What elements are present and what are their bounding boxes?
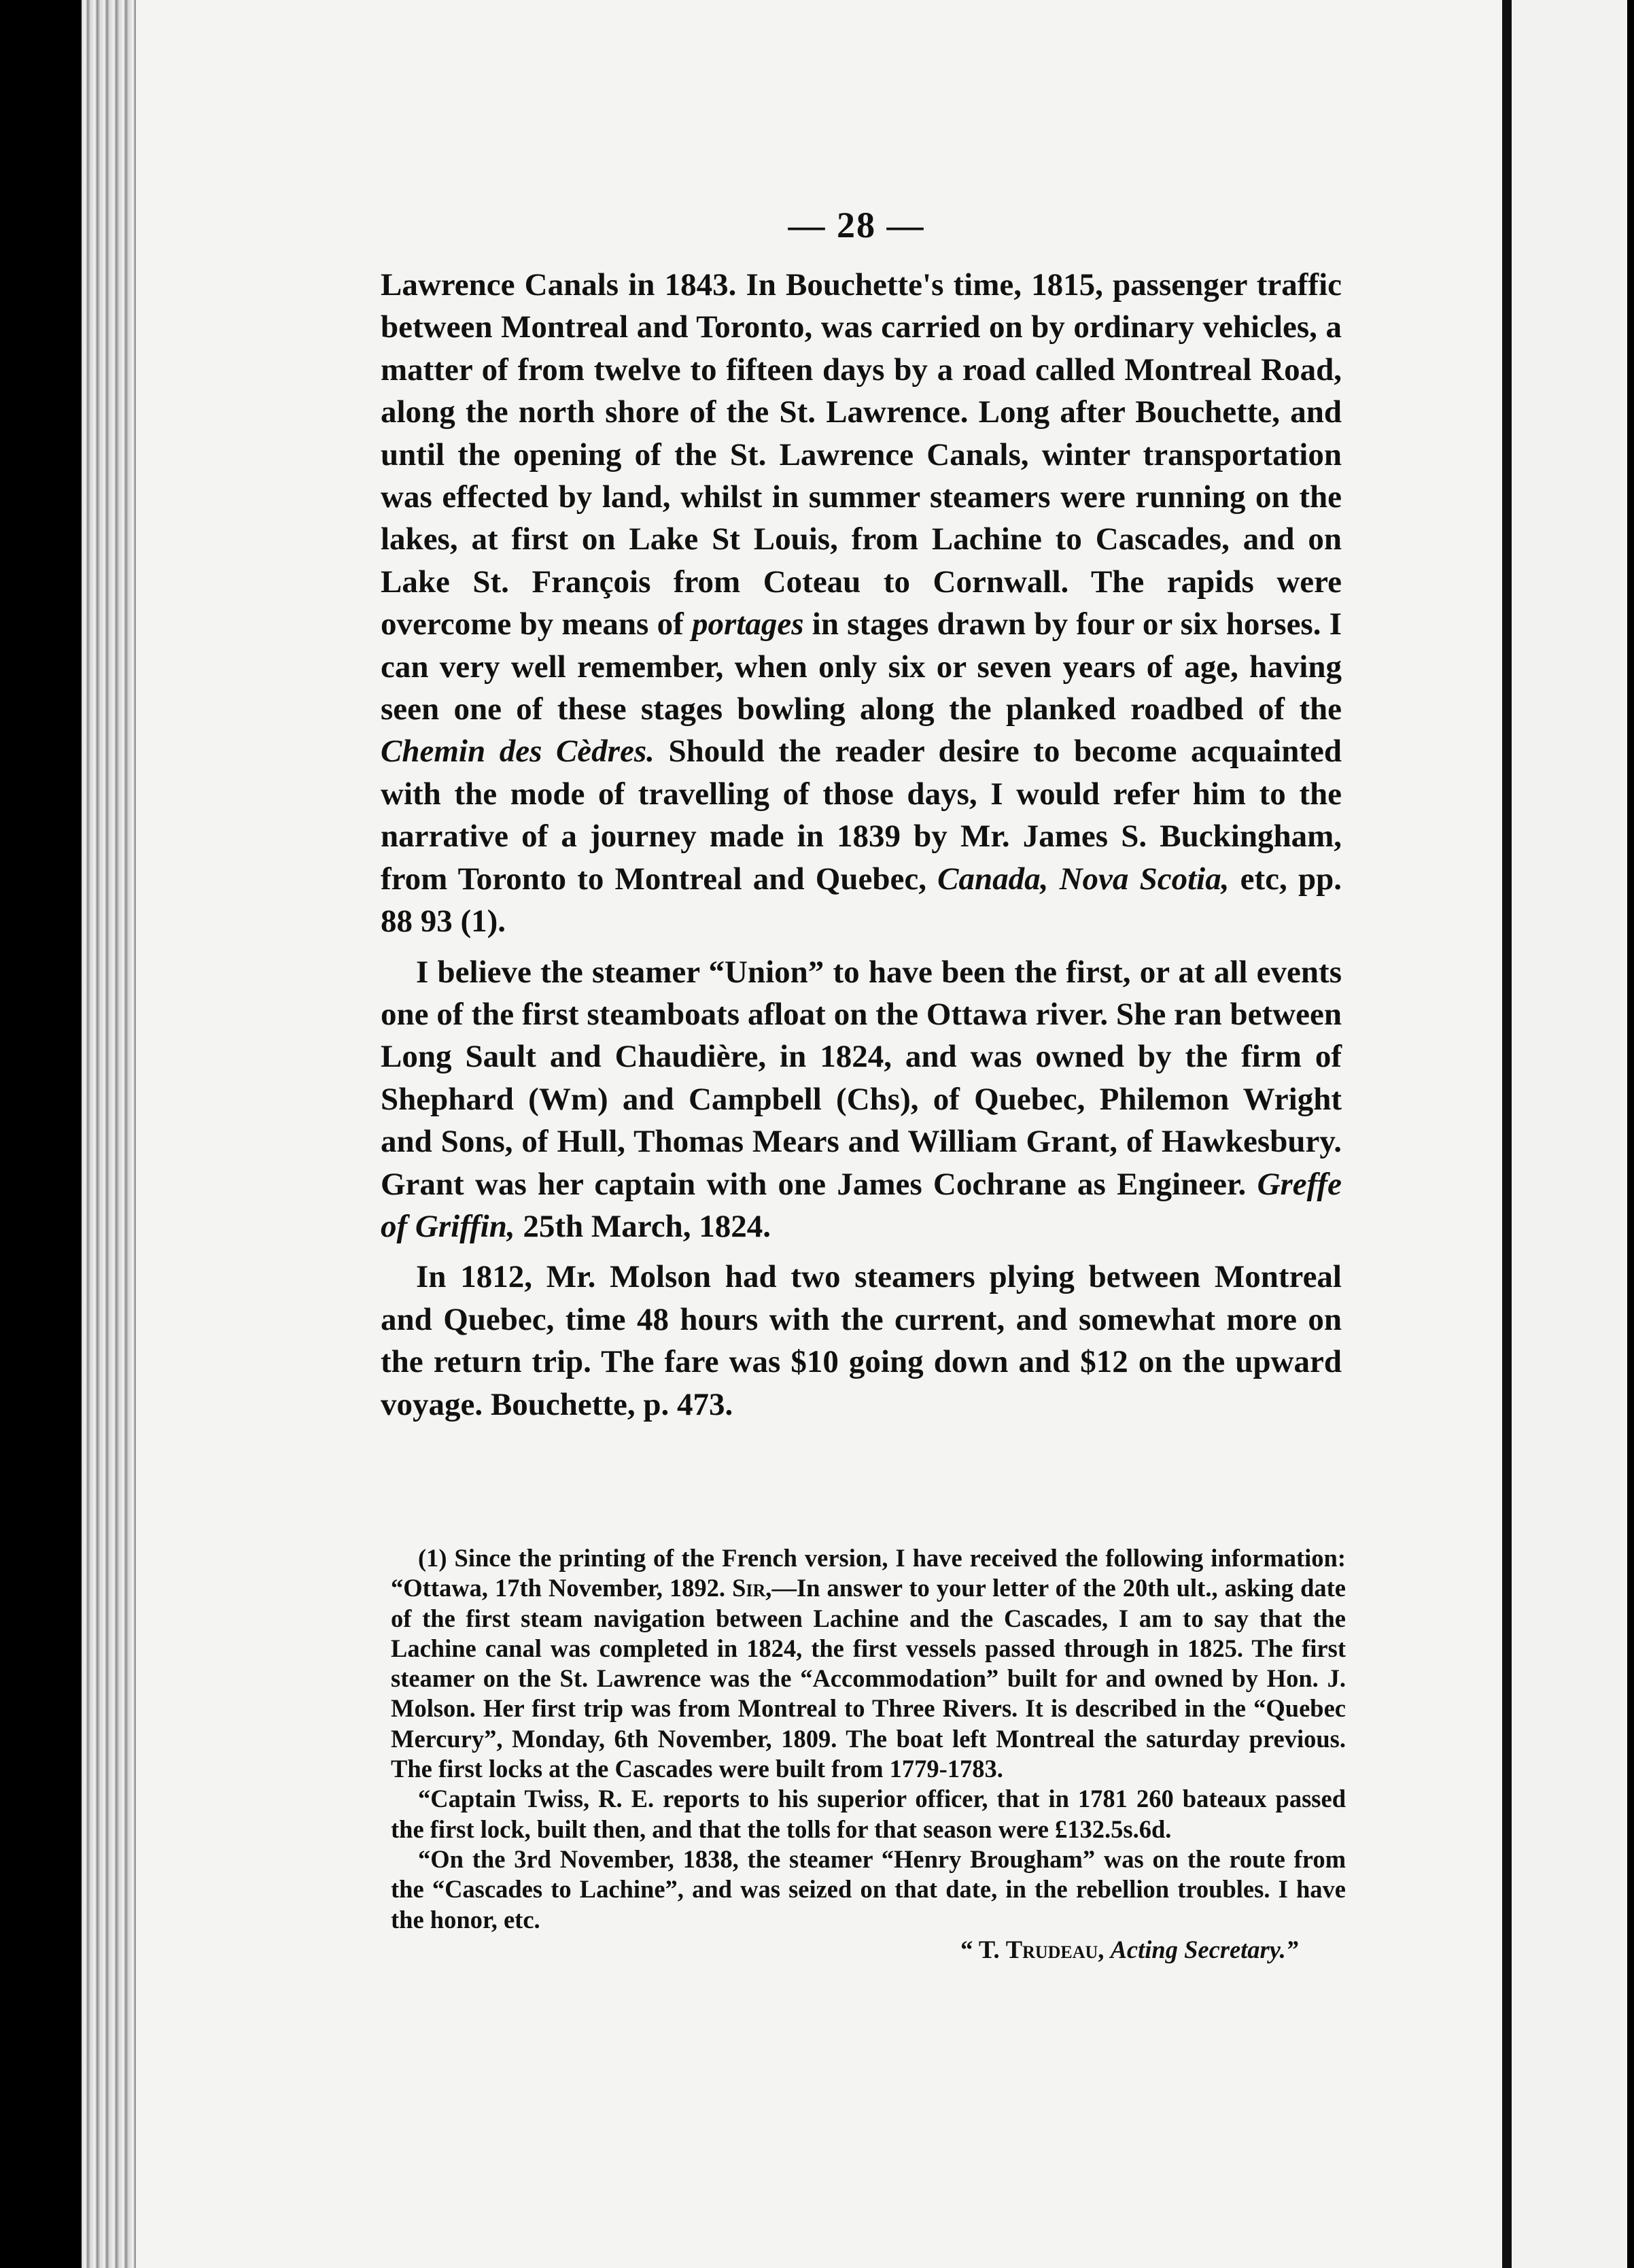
paragraph-2: I believe the steamer “Union” to have been the first, or at all events one of the first steamboats afloat on the Ottawa river. She ran between Long Sault and Chaudière, in 1824, and was owned by the firm of Shephard (Wm) and Campbell (Chs), of Quebec, Philemon Wright and Sons, of Hull, Thomas Mears and William Grant, of Hawkesbury. Grant was her captain with one James Cochrane as Engineer. Greffe of Griffin, 25th March, 1824. <box>381 954 1342 1244</box>
page-number: — 28 — <box>788 205 925 245</box>
main-text <box>381 264 1342 1426</box>
footnote-2: “Captain Twiss, R. E. reports to his superior officer, that in 1781 260 bateaux passed the first lock, built then, and that the tolls for that season were £132.5s.6d. <box>391 1785 1346 1843</box>
footnote-1: (1) Since the printing of the French version, I have received the following information: “Ottawa, 17th November, 1892. Sir,—In answer to your letter of the 20th ult., asking date of the first steam navigation between Lachine and the Cascades, I am to say that the Lachine canal was completed in 1824, the first vessels passed through in 1825. The first steamer on the St. Lawrence was the “Accommodation” built for and owned by Hon. J. Molson. Her first trip was from Montreal to Three Rivers. It is described in the “Quebec Mercury”, Monday, 6th November, 1809. The boat left Montreal the saturday previous. The first locks at the Cascades were built from 1779-1783. <box>391 1544 1346 1783</box>
gutter <box>1502 0 1512 2268</box>
right-border <box>1627 0 1634 2268</box>
facing-page-edge <box>1512 0 1627 2268</box>
footnotes <box>391 1543 1346 1965</box>
paragraph-3: In 1812, Mr. Molson had two steamers plying between Montreal and Quebec, time 48 hours with the current, and somewhat more on the return trip. The fare was $10 going down and $12 on the upward voyage. Bouchette, p. 473. <box>381 1259 1342 1422</box>
footnote-3: “On the 3rd November, 1838, the steamer “Henry Brougham” was on the route from the “Cascades to Lachine”, and was seized on that date, in the rebellion troubles. I have the honor, etc. <box>391 1844 1346 1934</box>
paragraph-1: Lawrence Canals in 1843. In Bouchette's time, 1815, passenger traffic between Montreal and Toronto, was carried on by ordinary vehicles, a matter of from twelve to fifteen days by a road called Montreal Road, along the north shore of the St. Lawrence. Long after Bouchette, and until the opening of the St. Lawrence Canals, winter transportation was effected by land, whilst in summer steamers were running on the lakes, at first on Lake St Louis, from Lachine to Cascades, and on Lake St. François from Coteau to Cornwall. The rapids were overcome by means of portages in stages drawn by four or six horses. I can very well remember, when only six or seven years of age, having seen one of these stages bowling along the planked roadbed of the Chemin des Cèdres. Should the reader desire to become acquainted with the mode of travelling of those days, I would refer him to the narrative of a journey made in 1839 by Mr. James S. Buckingham, from Toronto to Montreal and Quebec, Canada, Nova Scotia, etc, pp. 88 93 (1). <box>381 267 1342 940</box>
signature: “ T. Trudeau, Acting Secretary.” <box>960 1935 1298 1963</box>
